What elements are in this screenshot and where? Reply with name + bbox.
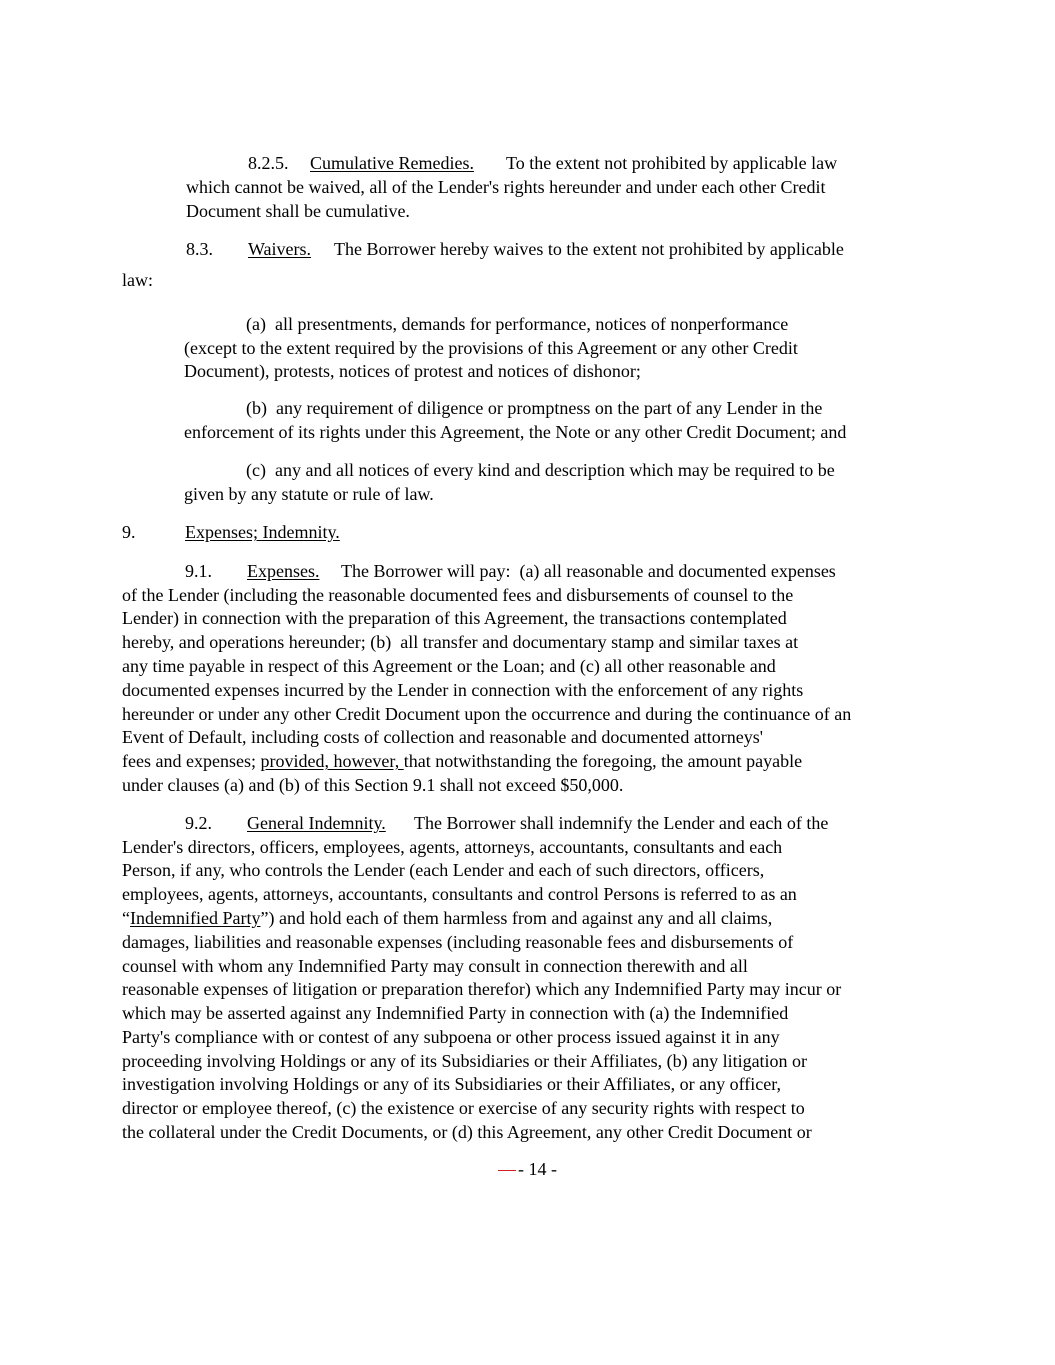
section-9-number: 9. <box>122 522 136 542</box>
section-8-2-5-line: To the extent not prohibited by applicable law <box>506 153 838 173</box>
section-9-1-heading: Expenses. <box>247 561 320 581</box>
page-number-text: - 14 - <box>518 1159 557 1179</box>
section-9-2-line: The Borrower shall indemnify the Lender and each of the <box>414 813 829 833</box>
waiver-item-line: (b) any requirement of diligence or promptness on the part of any Lender in the <box>246 398 823 418</box>
section-8-3-heading: Waivers. <box>248 239 312 259</box>
section-9-2-line: Lender's directors, officers, employees, agents, attorneys, accountants, consultants and each <box>122 837 783 857</box>
section-9-1-line <box>122 750 802 774</box>
section-9-2-line: investigation involving Holdings or any of its Subsidiaries or their Affiliates, or any officer, <box>122 1074 782 1094</box>
section-9-2-line: the collateral under the Credit Documents, or (d) this Agreement, any other Credit Document or <box>122 1122 812 1142</box>
section-9-heading: Expenses; Indemnity. <box>185 522 340 542</box>
waiver-item-line: enforcement of its rights under this Agreement, the Note or any other Credit Document; and <box>184 422 847 442</box>
section-9-2-line: damages, liabilities and reasonable expenses (including reasonable fees and disbursements of <box>122 932 794 952</box>
defined-term: Indemnified Party <box>130 908 261 928</box>
section-9-1-line: The Borrower will pay: (a) all reasonable and documented expenses <box>341 561 836 581</box>
section-9-2-line: proceeding involving Holdings or any of its Subsidiaries or their Affiliates, (b) any litigation or <box>122 1051 808 1071</box>
section-9-1-line: of the Lender (including the reasonable documented fees and disbursements of counsel to the <box>122 585 794 605</box>
section-9-1-line: any time payable in respect of this Agreement or the Loan; and (c) all other reasonable and <box>122 656 776 676</box>
waiver-item-line: Document), protests, notices of protest and notices of dishonor; <box>184 361 641 381</box>
section-9-1-line: hereby, and operations hereunder; (b) all transfer and documentary stamp and similar taxes at <box>122 632 799 652</box>
section-9-1-line: Event of Default, including costs of collection and reasonable and documented attorneys' <box>122 727 764 747</box>
line-text: ”) and hold each of them harmless from and against any and all claims, <box>260 908 773 928</box>
section-9-2-line: Person, if any, who controls the Lender (each Lender and each of such directors, officers, <box>122 860 765 880</box>
section-9-2-line: director or employee thereof, (c) the existence or exercise of any security rights with respect to <box>122 1098 805 1118</box>
section-8-3-intro: The Borrower hereby waives to the extent not prohibited by applicable <box>334 239 844 259</box>
section-8-2-5-line: which cannot be waived, all of the Lender's rights hereunder and under each other Credit <box>186 177 826 197</box>
waiver-item-line: given by any statute or rule of law. <box>184 484 434 504</box>
waiver-item-line: (except to the extent required by the provisions of this Agreement or any other Credit <box>184 338 798 358</box>
section-9-2-line: which may be asserted against any Indemnified Party in connection with (a) the Indemnified <box>122 1003 789 1023</box>
section-9-2-heading: General Indemnity. <box>247 813 386 833</box>
section-9-1-line: under clauses (a) and (b) of this Section 9.1 shall not exceed $50,000. <box>122 775 624 795</box>
section-9-1-line: Lender) in connection with the preparation of this Agreement, the transactions contemplated <box>122 608 787 628</box>
waiver-item-line: (c) any and all notices of every kind and description which may be required to be <box>246 460 835 480</box>
line-text: fees and expenses; <box>122 751 261 771</box>
proviso-term: provided, however, <box>260 751 404 771</box>
section-8-3-number: 8.3. <box>186 239 213 259</box>
section-9-2-line: counsel with whom any Indemnified Party may consult in connection therewith and all <box>122 956 748 976</box>
quote-mark: “ <box>122 908 130 928</box>
line-text: that notwithstanding the foregoing, the amount payable <box>403 751 803 771</box>
section-9-1-line: documented expenses incurred by the Lender in connection with the enforcement of any rights <box>122 680 804 700</box>
section-8-3-intro-end: law: <box>122 270 153 290</box>
section-9-2-line: Party's compliance with or contest of any subpoena or other process issued against it in any <box>122 1027 780 1047</box>
section-9-2-line: reasonable expenses of litigation or preparation therefor) which any Indemnified Party may incur or <box>122 979 842 999</box>
section-8-2-5-number: 8.2.5. <box>248 153 289 173</box>
section-8-2-5-line: Document shall be cumulative. <box>186 201 410 221</box>
section-9-1-number: 9.1. <box>185 561 212 581</box>
section-9-2-number: 9.2. <box>185 813 212 833</box>
section-9-2-line <box>122 907 772 931</box>
section-9-2-line: employees, agents, attorneys, accountants, consultants and control Persons is referred to as an <box>122 884 797 904</box>
waiver-item-line: (a) all presentments, demands for performance, notices of nonperformance <box>246 314 789 334</box>
page-number <box>0 1158 1055 1182</box>
revision-mark <box>498 1170 516 1171</box>
section-9-1-line: hereunder or under any other Credit Document upon the occurrence and during the continuance of an <box>122 704 852 724</box>
section-8-2-5-heading: Cumulative Remedies. <box>310 153 474 173</box>
